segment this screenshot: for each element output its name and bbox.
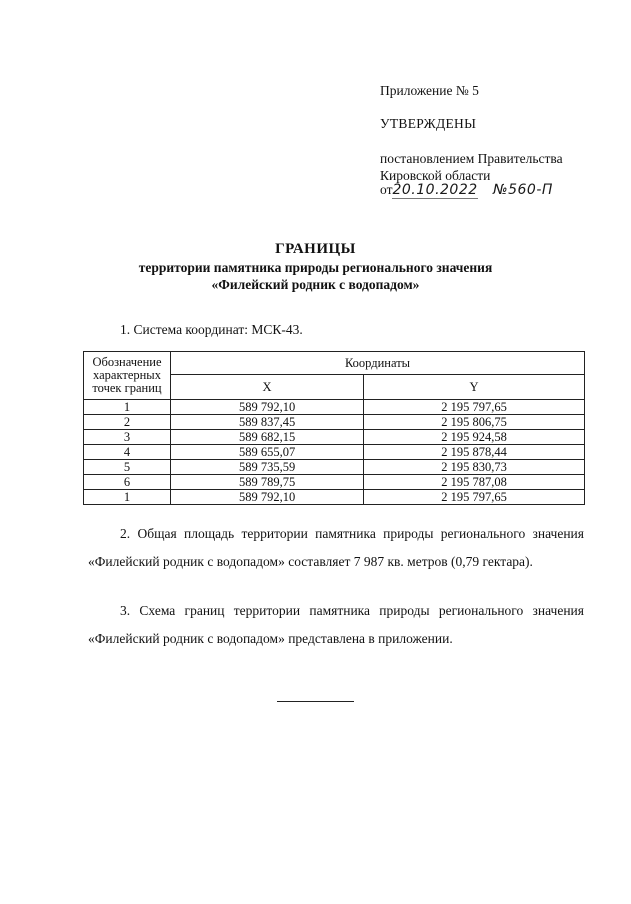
cell-point: 1 — [84, 400, 171, 415]
handwritten-number: 560-П — [508, 182, 553, 198]
decree-line-1: постановлением Правительства — [380, 151, 563, 166]
title-line-3: «Филейский родник с водопадом» — [211, 277, 420, 292]
date-prefix: от — [380, 182, 393, 197]
title-line-2: территории памятника природы регионального значения — [138, 260, 493, 275]
decree-reference — [380, 150, 563, 184]
cell-point: 3 — [84, 430, 171, 445]
table-row — [84, 415, 585, 430]
decree-line-2: Кировской области — [380, 168, 491, 183]
cell-point: 5 — [84, 460, 171, 475]
table-row — [84, 400, 585, 415]
cell-y: 2 195 924,58 — [364, 430, 585, 445]
handwritten-date: 20.10.2022 — [392, 182, 478, 198]
cell-y: 2 195 797,65 — [364, 490, 585, 505]
cell-y: 2 195 878,44 — [364, 445, 585, 460]
decree-date-number — [380, 182, 553, 199]
cell-y: 2 195 806,75 — [364, 415, 585, 430]
document-title — [0, 241, 631, 293]
cell-x: 589 655,07 — [171, 445, 364, 460]
table-row — [84, 475, 585, 490]
column-header-x: X — [171, 375, 364, 400]
number-prefix: № — [493, 182, 509, 198]
paragraph-area — [88, 520, 584, 576]
paragraph-area-text: 2. Общая площадь территории памятника природы регионального значения «Филейский родник с водопадом» составляет 7 987 кв. метров (0,79 гектара). — [88, 526, 584, 569]
cell-x: 589 682,15 — [171, 430, 364, 445]
decree-number — [493, 182, 553, 198]
title-line-1: ГРАНИЦЫ — [275, 241, 356, 257]
paragraph-scheme-text: 3. Схема границ территории памятника природы регионального значения «Филейский родник с водопадом» представлена в приложении. — [88, 603, 584, 646]
table-row — [84, 430, 585, 445]
table-row — [84, 490, 585, 505]
cell-x: 589 792,10 — [171, 490, 364, 505]
appendix-label: Приложение № 5 — [380, 83, 479, 98]
coordinates-table — [83, 351, 585, 505]
approved-label: УТВЕРЖДЕНЫ — [380, 116, 477, 131]
end-divider — [277, 701, 354, 702]
cell-point: 2 — [84, 415, 171, 430]
coordinate-system: 1. Система координат: МСК-43. — [120, 322, 303, 337]
cell-point: 1 — [84, 490, 171, 505]
cell-x: 589 735,59 — [171, 460, 364, 475]
cell-x: 589 792,10 — [171, 400, 364, 415]
cell-y: 2 195 830,73 — [364, 460, 585, 475]
column-header-y: Y — [364, 375, 585, 400]
table-body — [84, 400, 585, 505]
cell-x: 589 837,45 — [171, 415, 364, 430]
cell-y: 2 195 787,08 — [364, 475, 585, 490]
cell-x: 589 789,75 — [171, 475, 364, 490]
column-header-coordinates: Координаты — [171, 352, 585, 375]
paragraph-scheme — [88, 597, 584, 653]
column-header-point: Обозначение характерных точек границ — [84, 352, 171, 400]
cell-point: 6 — [84, 475, 171, 490]
cell-point: 4 — [84, 445, 171, 460]
table-row — [84, 460, 585, 475]
table-row — [84, 445, 585, 460]
cell-y: 2 195 797,65 — [364, 400, 585, 415]
